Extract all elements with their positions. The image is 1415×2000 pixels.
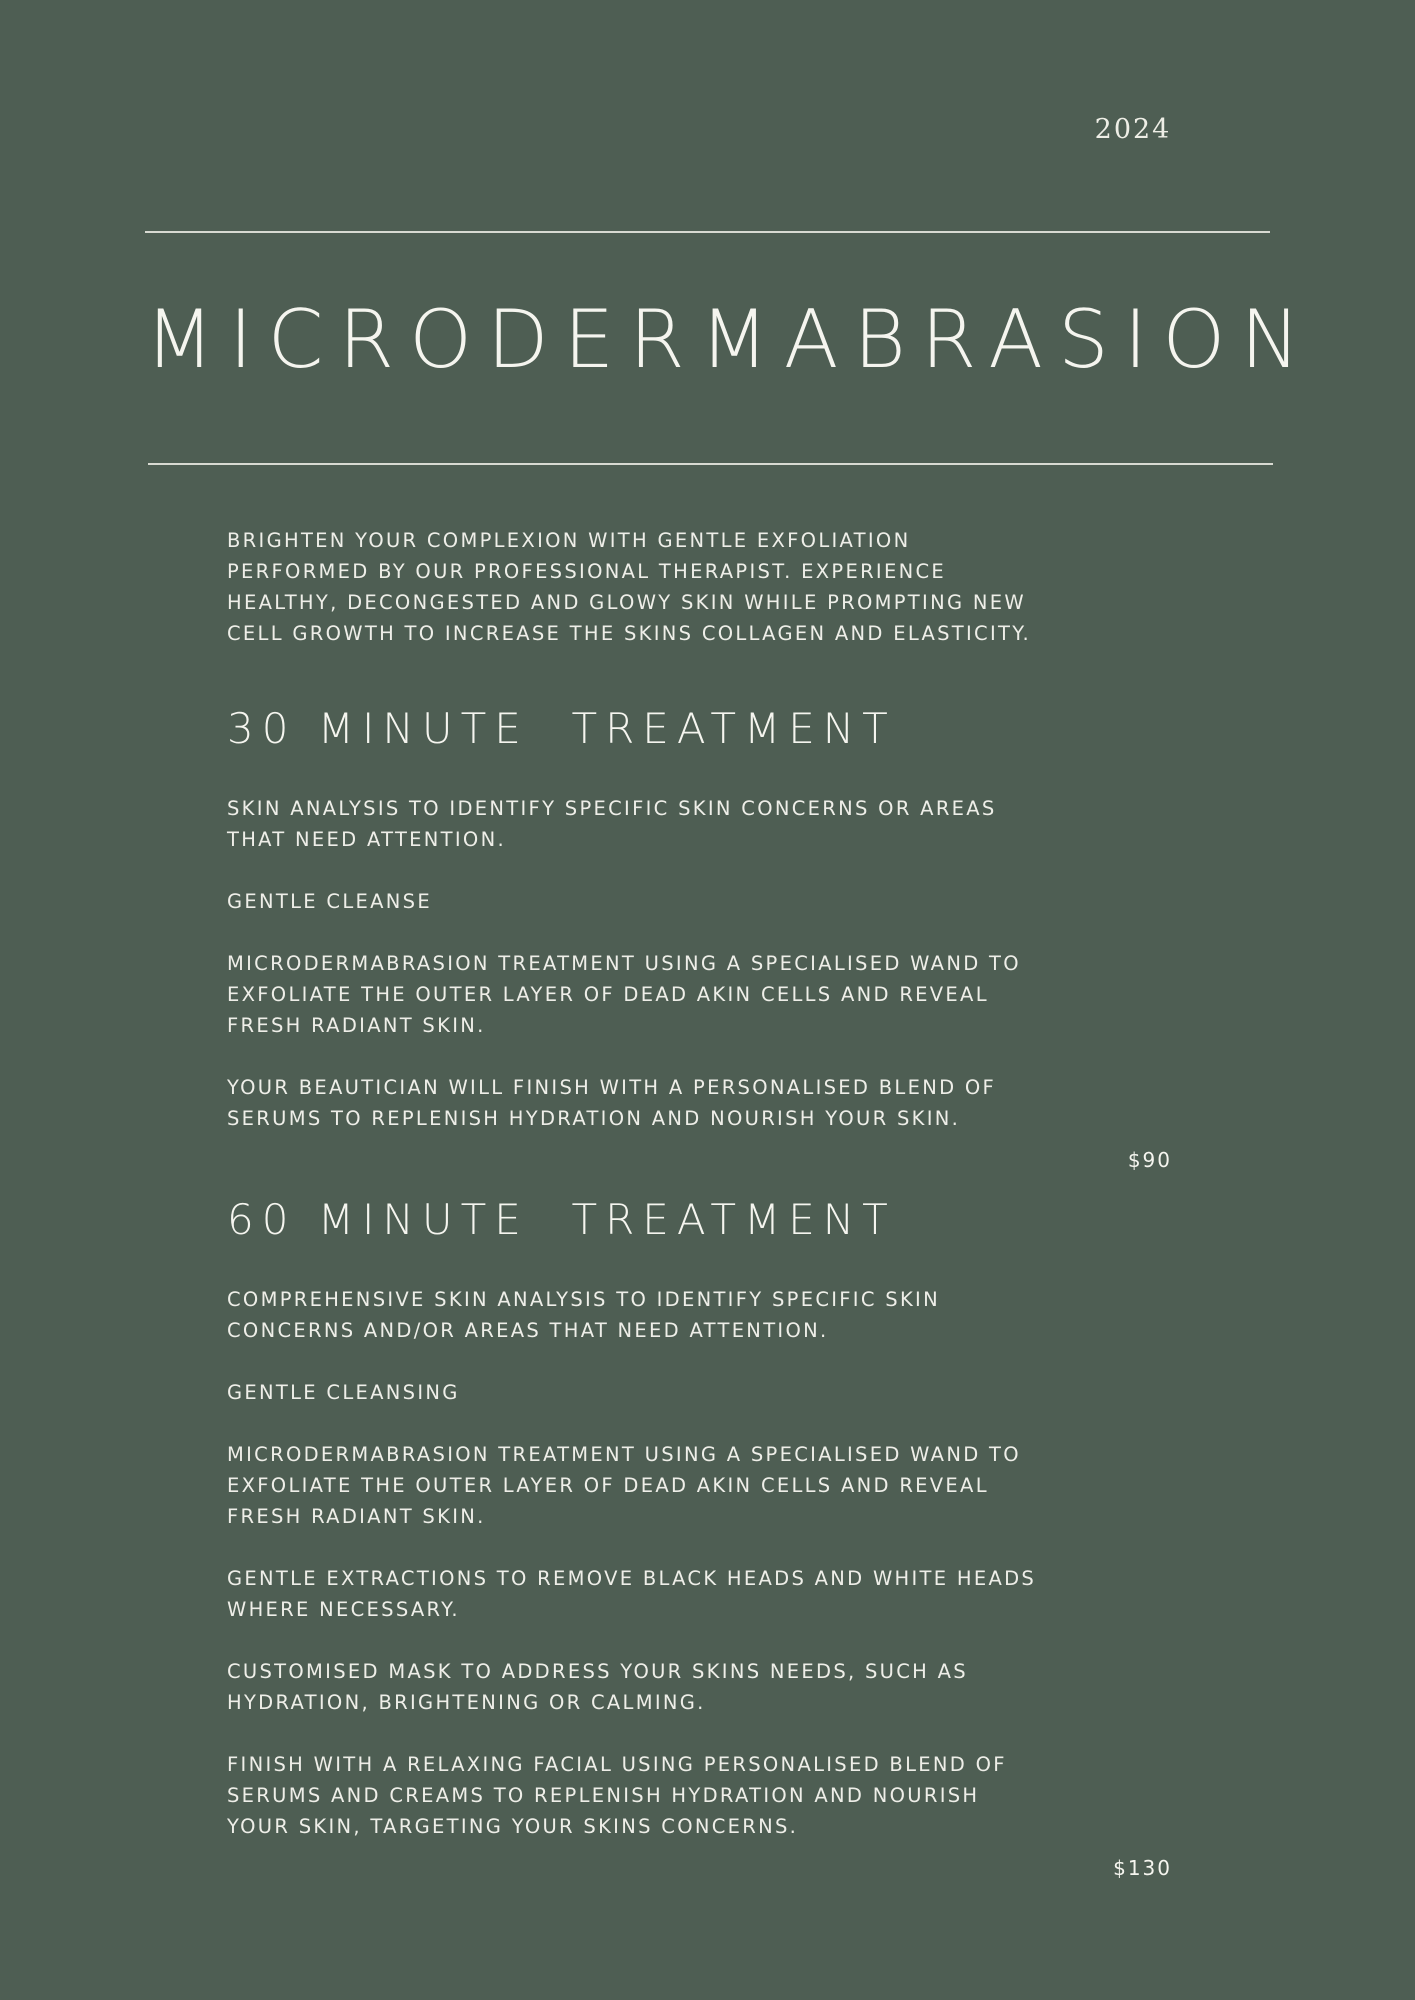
- treatment-step: FINISH WITH A RELAXING FACIAL USING PERSONALISED BLEND OF SERUMS AND CREAMS TO REPLENISH HYDRATION AND NOURISH YOUR SKIN, TARGETING YOUR SKINS CONCERNS.: [227, 1753, 1007, 1838]
- treatment-30-minute: [227, 703, 1187, 1174]
- treatment-step: COMPREHENSIVE SKIN ANALYSIS TO IDENTIFY SPECIFIC SKIN CONCERNS AND/OR AREAS THAT NEED ATTENTION.: [227, 1288, 940, 1342]
- treatment-step: CUSTOMISED MASK TO ADDRESS YOUR SKINS NEEDS, SUCH AS HYDRATION, BRIGHTENING OR CALMING.: [227, 1660, 968, 1714]
- page-title: MICRODERMABRASION: [145, 293, 1316, 386]
- treatment-step: GENTLE CLEANSING: [227, 1381, 460, 1404]
- treatment-title: 60 MINUTE TREATMENT: [227, 1195, 896, 1244]
- intro-description: BRIGHTEN YOUR COMPLEXION WITH GENTLE EXFOLIATION PERFORMED BY OUR PROFESSIONAL THERAPIST. EXPERIENCE HEALTHY, DECONGESTED AND GLOWY SKIN WHILE PROMPTING NEW CELL GROWTH TO INCREASE THE SKINS COLLAGEN AND ELASTICITY.: [227, 529, 1031, 645]
- treatment-step: YOUR BEAUTICIAN WILL FINISH WITH A PERSONALISED BLEND OF SERUMS TO REPLENISH HYDRATION AND NOURISH YOUR SKIN.: [227, 1076, 997, 1130]
- menu-content: [227, 525, 1187, 1882]
- treatment-step: MICRODERMABRASION TREATMENT USING A SPECIALISED WAND TO EXFOLIATE THE OUTER LAYER OF DEAD AKIN CELLS AND REVEAL FRESH RADIANT SKIN.: [227, 952, 1021, 1037]
- treatment-price: $90: [1127, 1148, 1172, 1172]
- bottom-divider: [148, 463, 1273, 465]
- treatment-step: GENTLE CLEANSE: [227, 890, 432, 913]
- treatment-price: $130: [1113, 1856, 1172, 1880]
- treatment-step: SKIN ANALYSIS TO IDENTIFY SPECIFIC SKIN CONCERNS OR AREAS THAT NEED ATTENTION.: [227, 797, 997, 851]
- treatment-step: GENTLE EXTRACTIONS TO REMOVE BLACK HEADS AND WHITE HEADS WHERE NECESSARY.: [227, 1567, 1037, 1621]
- treatment-title: 30 MINUTE TREATMENT: [227, 704, 896, 753]
- year-label: 2024: [1094, 114, 1172, 145]
- treatment-60-minute: [227, 1194, 1187, 1882]
- top-divider: [145, 231, 1270, 233]
- treatment-step: MICRODERMABRASION TREATMENT USING A SPECIALISED WAND TO EXFOLIATE THE OUTER LAYER OF DEAD AKIN CELLS AND REVEAL FRESH RADIANT SKIN.: [227, 1443, 1021, 1528]
